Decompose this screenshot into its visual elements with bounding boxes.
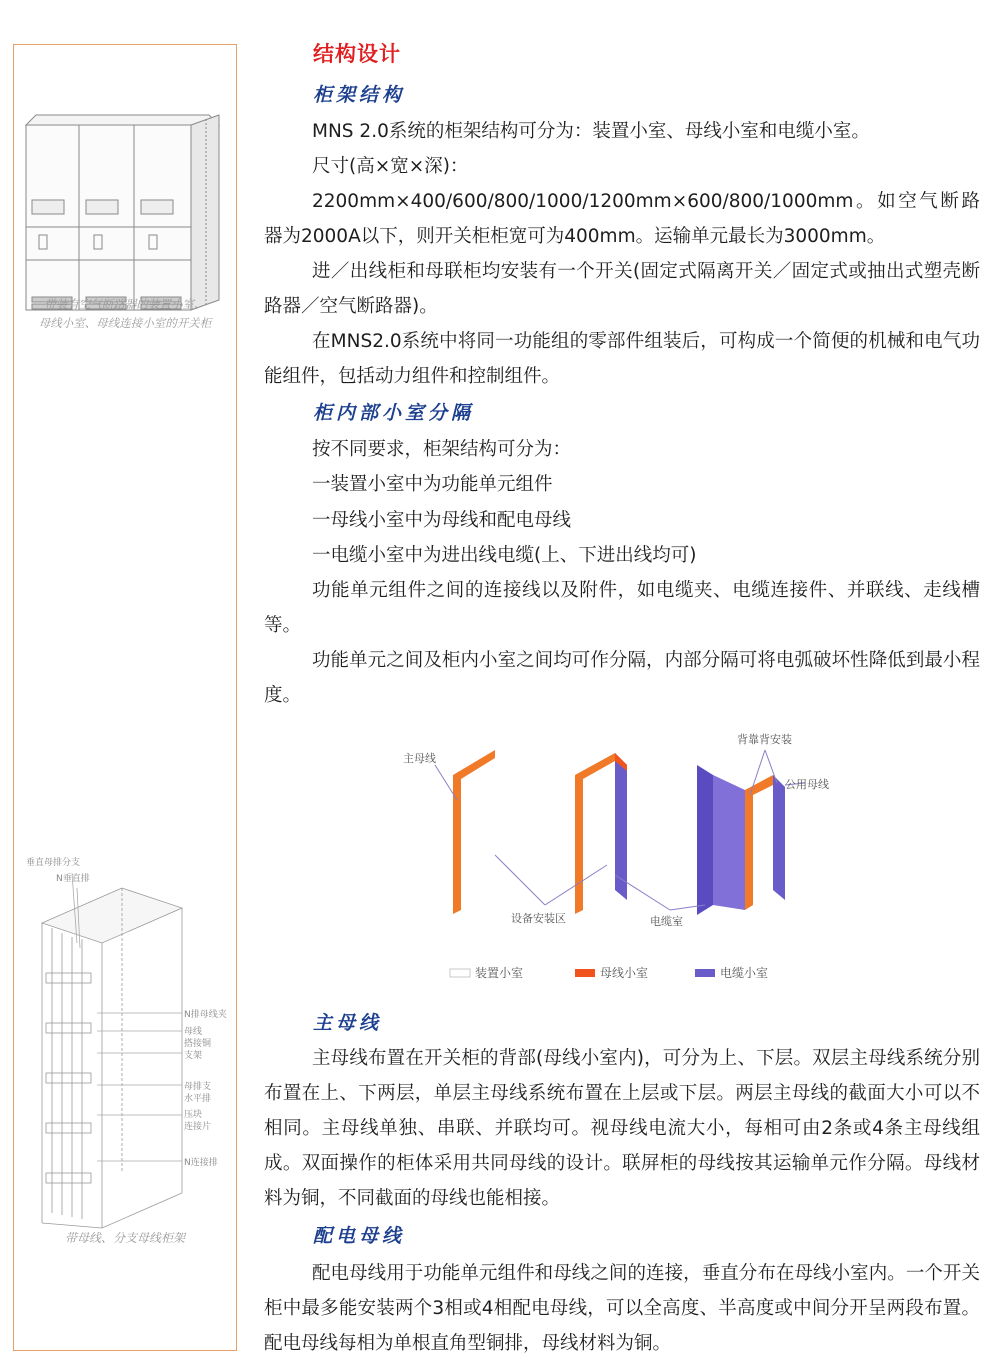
label-press-block: 压块 — [184, 1110, 203, 1120]
label-connect-piece: 连接片 — [184, 1122, 212, 1132]
busbar-frame-illustration — [22, 853, 234, 1231]
frame-paragraph-1: MNS 2.0系统的柜架结构可分为：装置小室、母线小室和电缆小室。 — [312, 121, 870, 142]
label-n-vertical: N垂直排 — [56, 874, 90, 884]
label-n-connect: N连接排 — [184, 1158, 218, 1168]
compartment-list-item-3: 一电缆小室中为进出线电缆(上、下进出线均可) — [312, 545, 697, 566]
legend-label-cable: 电缆小室 — [720, 966, 769, 980]
frame-paragraph-4: 进／出线柜和母联柜均安装有一个开关(固定式隔离开关／固定式或抽出式塑壳断路器／空气断路器)。 — [264, 261, 980, 317]
legend-swatch-device — [450, 969, 470, 977]
heading-compartment: 柜内部小室分隔 — [313, 402, 475, 424]
heading-frame-structure: 柜架结构 — [313, 84, 406, 106]
busbar-unit-3 — [697, 765, 785, 915]
compartment-list-item-1: 一装置小室中为功能单元组件 — [312, 474, 553, 495]
busbar-unit-2 — [575, 753, 627, 914]
compartment-paragraph-3: 功能单元之间及柜内小室之间均可作分隔，内部分隔可将电弧破坏性降低到最小程度。 — [264, 650, 980, 706]
switchgear-cabinet-illustration — [24, 75, 229, 325]
cabinet-caption-line1: 带装有空气断路器的装置小室、 — [44, 297, 206, 311]
compartment-paragraph-1: 按不同要求，柜架结构可分为： — [312, 439, 572, 460]
main-busbar-paragraph: 主母线布置在开关柜的背部(母线小室内)，可分为上、下层。双层主母线系统分别布置在上、下两层，单层主母线系统布置在上层或下层。两层主母线的截面大小可以不相同。主母线单独、串联、并联均可。视母线电流大小，每相可由2条或4条主母线组成。双面操作的柜体采用共同母线的设计。联屏柜的母线按其运输单元作分隔。母线材料为铜，不同截面的母线也能相接。 — [264, 1048, 980, 1209]
label-main-busbar: 主母线 — [403, 752, 436, 765]
frame-paragraph-2: 尺寸(高×宽×深)： — [312, 156, 469, 177]
label-busbar-support: 母排支 — [184, 1082, 212, 1092]
legend-swatch-busbar — [575, 969, 595, 977]
legend-label-busbar: 母线小室 — [600, 966, 649, 980]
label-lap-copper: 搭接铜 — [184, 1039, 212, 1049]
distribution-busbar-paragraph: 配电母线用于功能单元组件和母线之间的连接，垂直分布在母线小室内。一个开关柜中最多能安装两个3相或4相配电母线，可以全高度、半高度或中间分开呈两段布置。配电母线每相为单根直角型铜排，母线材料为铜。 — [264, 1263, 980, 1354]
heading-distribution-busbar: 配电母线 — [313, 1225, 406, 1247]
label-device-area: 设备安装区 — [511, 912, 566, 925]
busbar-unit-1 — [453, 750, 495, 914]
cabinet-caption — [14, 295, 236, 333]
label-common-busbar: 公用母线 — [785, 778, 829, 791]
legend-label-device: 装置小室 — [475, 966, 524, 980]
label-n-clamp: N排母线夹 — [184, 1010, 227, 1020]
label-horizontal: 水平排 — [184, 1094, 212, 1104]
label-bracket: 支架 — [184, 1051, 203, 1061]
compartment-diagram — [395, 725, 855, 995]
label-back-to-back: 背靠背安装 — [737, 733, 792, 746]
heading-main-busbar: 主母线 — [313, 1012, 383, 1034]
frame-paragraph-3: 2200mm×400/600/800/1000/1200mm×600/800/1000mm。如空气断路器为2000A以下，则开关柜柜宽可为400mm。运输单元最长为3000mm。 — [264, 191, 980, 247]
frame-caption: 带母线、分支母线柜架 — [64, 1231, 185, 1245]
cabinet-caption-line2: 母线小室、母线连接小室的开关柜 — [38, 316, 212, 330]
legend-swatch-cable — [695, 969, 715, 977]
sidebar-panel — [13, 44, 237, 1351]
page-title: 结构设计 — [313, 42, 401, 66]
diagram-legend — [450, 965, 768, 980]
compartment-list-item-2: 一母线小室中为母线和配电母线 — [312, 510, 572, 531]
compartment-paragraph-2: 功能单元组件之间的连接线以及附件，如电缆夹、电缆连接件、并联线、走线槽等。 — [264, 580, 980, 636]
frame-paragraph-5: 在MNS2.0系统中将同一功能组的零部件组装后，可构成一个简便的机械和电气功能组件，包括动力组件和控制组件。 — [264, 331, 980, 387]
label-cable-room: 电缆室 — [650, 915, 683, 928]
label-busbar: 母线 — [184, 1027, 203, 1037]
label-vertical-branch: 垂直母排分支 — [26, 858, 81, 868]
